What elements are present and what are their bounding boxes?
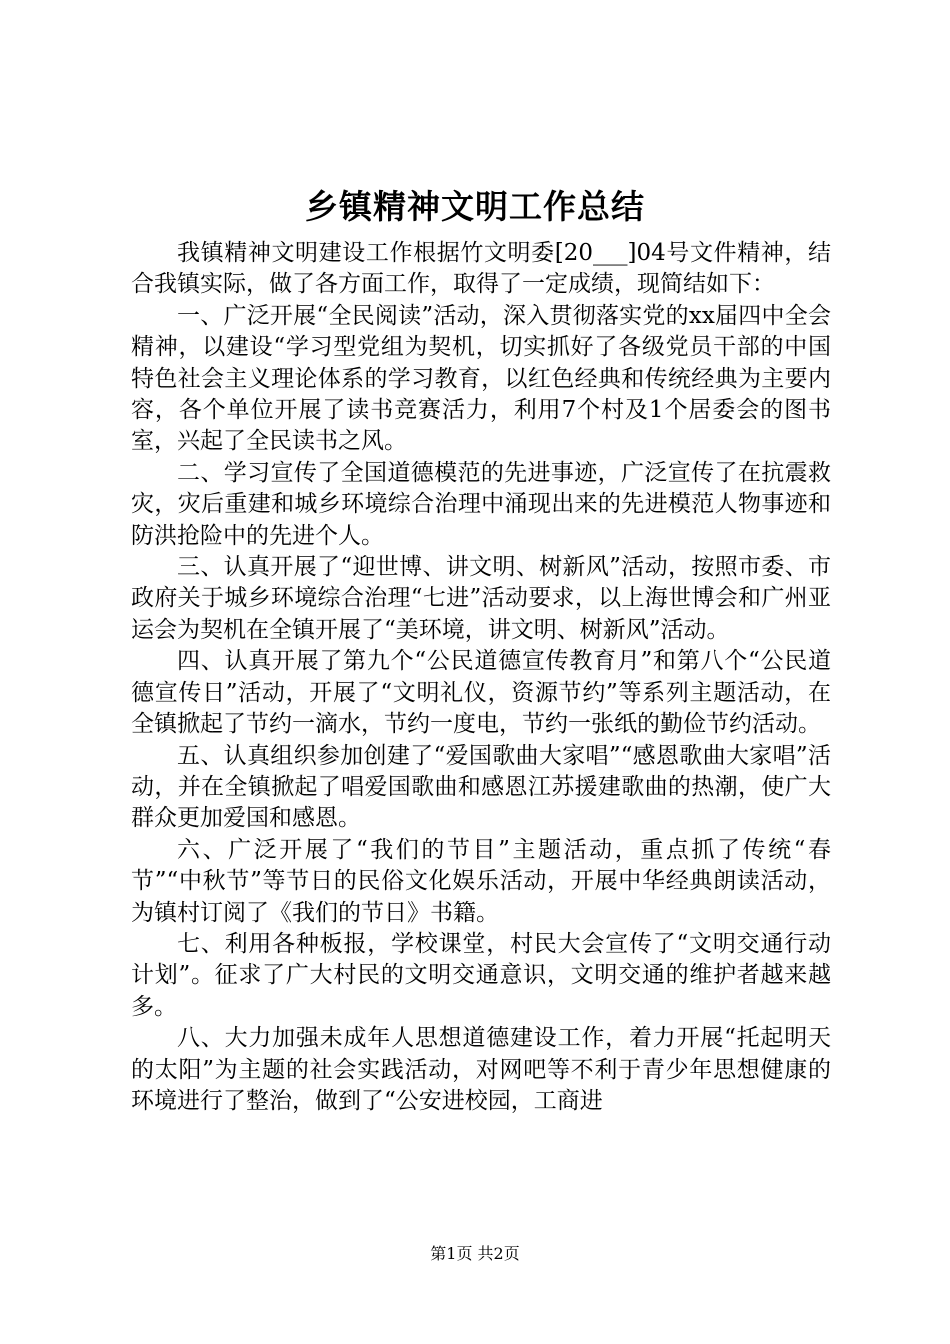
paragraph-item-1: 一、广泛开展“全民阅读”活动，深入贯彻落实党的xx届四中全会精神，以建设“学习型党组为契机，切实抓好了各级党员干部的中国特色社会主义理论体系的学习教育，以红色经典和传统经典为主要内容，各个单位开展了读书竞赛活力，利用7个村及1个居委会的图书室，兴起了全民读书之风。 xyxy=(131,302,831,455)
paragraph-item-6: 六、广泛开展了“我们的节目”主题活动，重点抓了传统“春节”“中秋节”等节日的民俗文化娱乐活动，开展中华经典朗读活动，为镇村订阅了《我们的节日》书籍。 xyxy=(131,836,831,926)
paragraph-item-2: 二、学习宣传了全国道德模范的先进事迹，广泛宣传了在抗震救灾，灾后重建和城乡环境综合治理中涌现出来的先进模范人物事迹和防洪抢险中的先进个人。 xyxy=(131,459,831,549)
page-footer: 第1页 共2页 xyxy=(430,1244,520,1263)
paragraph-intro: 我镇精神文明建设工作根据竹文明委[20___]04号文件精神，结合我镇实际，做了各方面工作，取得了一定成绩，现简结如下： xyxy=(131,240,831,298)
paragraph-item-3: 三、认真开展了“迎世博、讲文明、树新风”活动，按照市委、市政府关于城乡环境综合治理“七进”活动要求，以上海世博会和广州亚运会为契机在全镇开展了“美环境，讲文明、树新风”活动。 xyxy=(131,554,831,643)
document-title: 乡镇精神文明工作总结 xyxy=(305,187,645,226)
paragraph-item-4: 四、认真开展了第九个“公民道德宣传教育月”和第八个“公民道德宣传日”活动，开展了“文明礼仪，资源节约”等系列主题活动，在全镇掀起了节约一滴水，节约一度电，节约一张纸的勤俭节约活动。 xyxy=(131,648,831,738)
paragraph-item-5: 五、认真组织参加创建了“爱国歌曲大家唱”“感恩歌曲大家唱”活动，并在全镇掀起了唱爱国歌曲和感恩江苏援建歌曲的热潮，使广大群众更加爱国和感恩。 xyxy=(131,742,831,832)
paragraph-item-7: 七、利用各种板报，学校课堂，村民大会宣传了“文明交通行动计划”。征求了广大村民的文明交通意识，文明交通的维护者越来越多。 xyxy=(131,930,831,1020)
document-body xyxy=(131,238,831,1117)
paragraph-item-8: 八、大力加强未成年人思想道德建设工作，着力开展“托起明天的太阳”为主题的社会实践活动，对网吧等不利于青少年思想健康的环境进行了整治，做到了“公安进校园，工商进 xyxy=(131,1025,831,1114)
